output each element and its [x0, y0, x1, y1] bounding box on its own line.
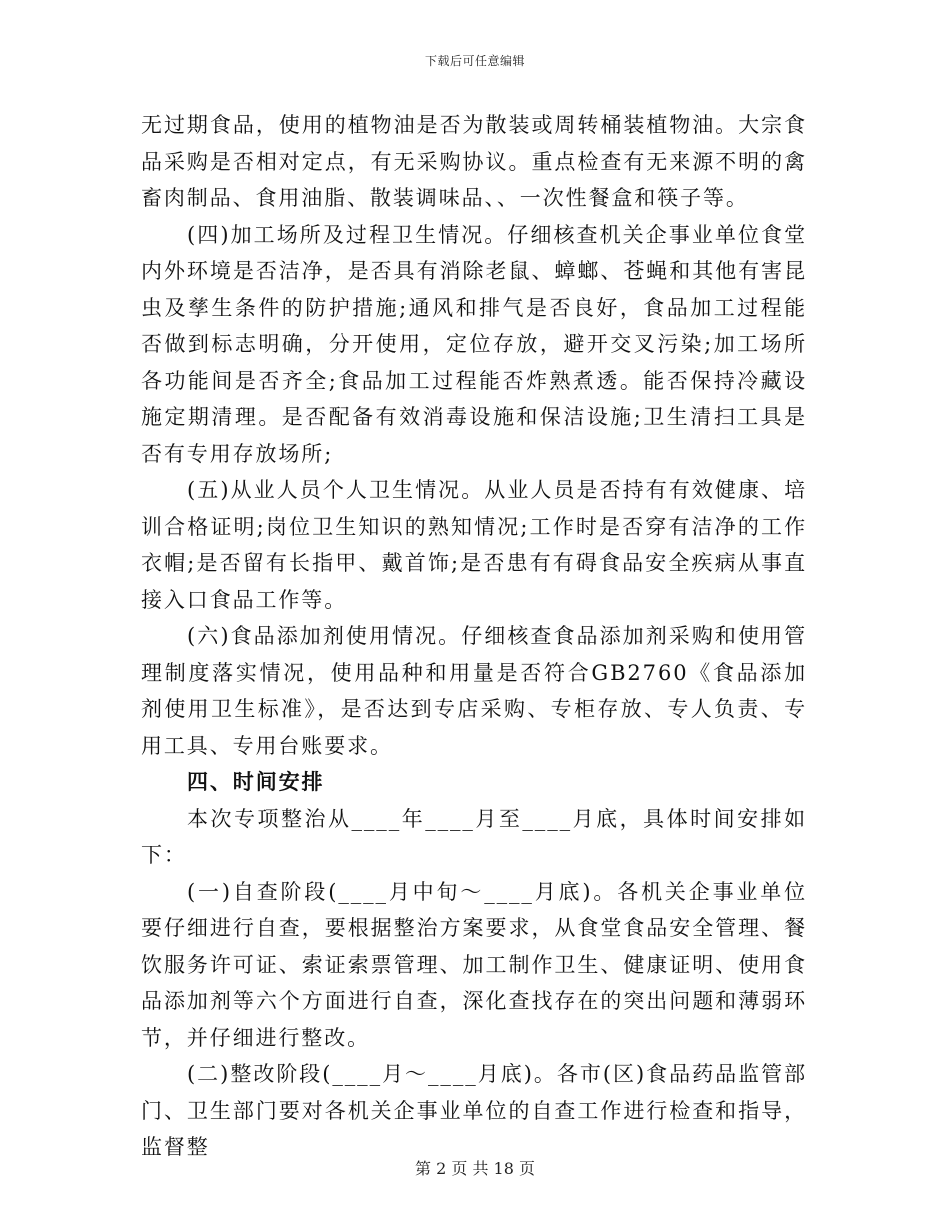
page-header-note: 下载后可任意编辑: [424, 54, 525, 68]
paragraph-section-4: (四)加工场所及过程卫生情况。仔细核查机关企事业单位食堂内外环境是否洁净，是否具有消除老鼠、蟑螂、苍蝇和其他有害昆虫及孳生条件的防护措施;通风和排气是否良好，食品加工过程能否做到标志明确，分开使用，定位存放，避开交叉污染;加工场所各功能间是否齐全;食品加工过程能否炸熟煮透。能否保持冷藏设施定期清理。是否配备有效消毒设施和保洁设施;卫生清扫工具是否有专用存放场所;: [141, 222, 807, 466]
paragraph-rectification: (二)整改阶段(____月～____月底)。各市(区)食品药品监管部门、卫生部门要对各机关企事业单位的自查工作进行检查和指导，监督整: [141, 1062, 807, 1159]
paragraph-continuation: 无过期食品，使用的植物油是否为散装或周转桶装植物油。大宗食品采购是否相对定点，有无采购协议。重点检查有无来源不明的禽畜肉制品、食用油脂、散装调味品、、一次性餐盒和筷子等。: [141, 113, 807, 210]
paragraph-section-6: (六)食品添加剂使用情况。仔细核查食品添加剂采购和使用管理制度落实情况，使用品种和用量是否符合GB2760《食品添加剂使用卫生标准》，是否达到专店采购、专柜存放、专人负责、专用工具、专用台账要求。: [141, 624, 807, 758]
document-body: [141, 107, 807, 1166]
section-heading-schedule: 四、时间安排: [187, 770, 325, 794]
paragraph-self-inspection: (一)自查阶段(____月中旬～____月底)。各机关企事业单位要仔细进行自查，要根据整治方案要求，从食堂食品安全管理、餐饮服务许可证、索证索票管理、加工制作卫生、健康证明、使用食品添加剂等六个方面进行自查，深化查找存在的突出问题和薄弱环节，并仔细进行整改。: [141, 879, 807, 1050]
paragraph-section-5: (五)从业人员个人卫生情况。从业人员是否持有有效健康、培训合格证明;岗位卫生知识的熟知情况;工作时是否穿有洁净的工作衣帽;是否留有长指甲、戴首饰;是否患有有碍食品安全疾病从事直接入口食品工作等。: [141, 478, 807, 612]
page-number: 第 2 页 共 18 页: [415, 1159, 535, 1178]
paragraph-schedule-intro: 本次专项整治从____年____月至____月底，具体时间安排如下：: [141, 806, 807, 867]
